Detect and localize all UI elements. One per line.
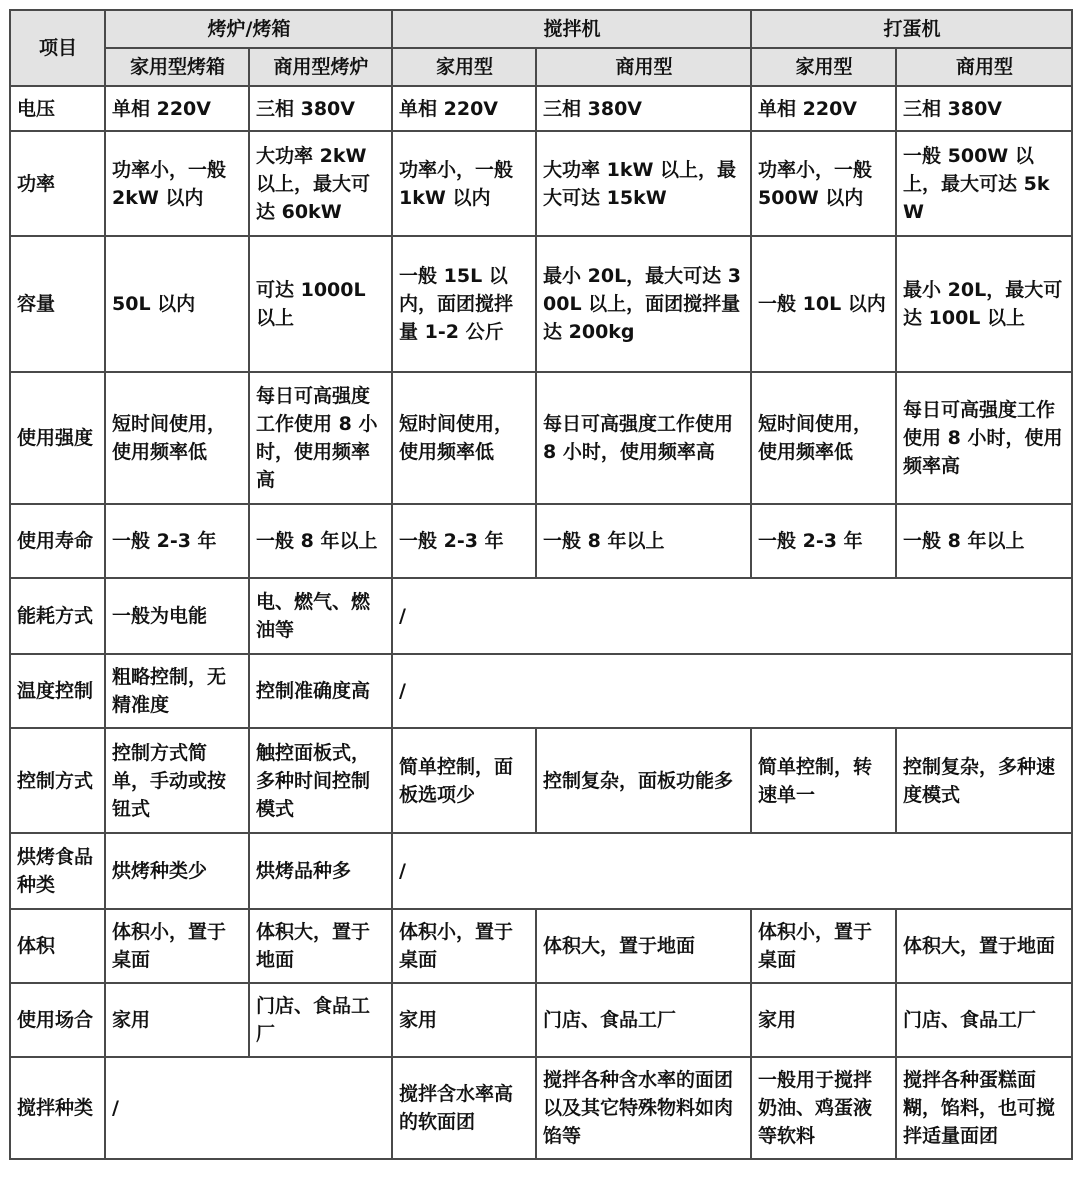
- header-sub-5: 家用型: [751, 48, 896, 86]
- table-cell: 控制准确度高: [249, 654, 392, 728]
- not-applicable-cell: /: [392, 654, 1072, 728]
- table-row: [10, 833, 1072, 909]
- table-cell: 一般 2-3 年: [105, 504, 249, 578]
- table-cell: 三相 380V: [536, 86, 751, 131]
- header-group-mixer: 搅拌机: [392, 10, 751, 48]
- table-cell: 一般 10L 以内: [751, 236, 896, 372]
- table-cell: 短时间使用，使用频率低: [392, 372, 536, 504]
- table-cell: 短时间使用，使用频率低: [751, 372, 896, 504]
- table-cell: 50L 以内: [105, 236, 249, 372]
- table-cell: 每日可高强度工作使用 8 小时，使用频率高: [896, 372, 1072, 504]
- table-cell: 一般 2-3 年: [392, 504, 536, 578]
- table-cell: 家用: [105, 983, 249, 1057]
- row-label: 烘烤食品种类: [10, 833, 105, 909]
- table-cell: 门店、食品工厂: [896, 983, 1072, 1057]
- table-cell: 简单控制，面板选项少: [392, 728, 536, 833]
- table-cell: 触控面板式，多种时间控制模式: [249, 728, 392, 833]
- table-cell: 每日可高强度工作使用 8 小时，使用频率高: [249, 372, 392, 504]
- table-row: [10, 86, 1072, 131]
- table-cell: 搅拌各种蛋糕面糊，馅料，也可搅拌适量面团: [896, 1057, 1072, 1159]
- table-cell: 体积小，置于桌面: [751, 909, 896, 983]
- table-row: [10, 654, 1072, 728]
- table-cell: 功率小，一般 2kW 以内: [105, 131, 249, 236]
- table-row: [10, 131, 1072, 236]
- comparison-table: [9, 9, 1073, 1160]
- header-group-oven: 烤炉/烤箱: [105, 10, 392, 48]
- table-cell: 搅拌各种含水率的面团以及其它特殊物料如肉馅等: [536, 1057, 751, 1159]
- table-cell: 功率小，一般 1kW 以内: [392, 131, 536, 236]
- table-cell: 大功率 2kW 以上，最大可达 60kW: [249, 131, 392, 236]
- not-applicable-cell: /: [392, 833, 1072, 909]
- table-cell: 一般 8 年以上: [536, 504, 751, 578]
- header-sub-1: 家用型烤箱: [105, 48, 249, 86]
- not-applicable-cell: /: [392, 578, 1072, 654]
- row-label: 控制方式: [10, 728, 105, 833]
- table-cell: 粗略控制，无精准度: [105, 654, 249, 728]
- table-cell: 门店、食品工厂: [249, 983, 392, 1057]
- table-cell: 一般为电能: [105, 578, 249, 654]
- table-cell: 单相 220V: [751, 86, 896, 131]
- row-label: 电压: [10, 86, 105, 131]
- table-cell: 功率小，一般 500W 以内: [751, 131, 896, 236]
- table-row: [10, 578, 1072, 654]
- table-cell: 最小 20L，最大可达 100L 以上: [896, 236, 1072, 372]
- row-label: 体积: [10, 909, 105, 983]
- table-cell: 体积大，置于地面: [896, 909, 1072, 983]
- row-label: 温度控制: [10, 654, 105, 728]
- table-cell: 大功率 1kW 以上，最大可达 15kW: [536, 131, 751, 236]
- table-cell: 门店、食品工厂: [536, 983, 751, 1057]
- table-row: [10, 983, 1072, 1057]
- table-cell: 烘烤种类少: [105, 833, 249, 909]
- table-cell: 一般用于搅拌奶油、鸡蛋液等软料: [751, 1057, 896, 1159]
- table-cell: 一般 2-3 年: [751, 504, 896, 578]
- header-sub-6: 商用型: [896, 48, 1072, 86]
- row-label: 使用寿命: [10, 504, 105, 578]
- row-label: 能耗方式: [10, 578, 105, 654]
- table-cell: 可达 1000L 以上: [249, 236, 392, 372]
- table-cell: 三相 380V: [249, 86, 392, 131]
- table-row: [10, 236, 1072, 372]
- table-cell: 体积大，置于地面: [249, 909, 392, 983]
- row-label: 使用场合: [10, 983, 105, 1057]
- row-label: 功率: [10, 131, 105, 236]
- row-label: 容量: [10, 236, 105, 372]
- table-cell: 体积小，置于桌面: [105, 909, 249, 983]
- table-cell: 控制复杂，面板功能多: [536, 728, 751, 833]
- header-sub-3: 家用型: [392, 48, 536, 86]
- table-cell: 体积大，置于地面: [536, 909, 751, 983]
- table-cell: 烘烤品种多: [249, 833, 392, 909]
- table-cell: 控制方式简单，手动或按钮式: [105, 728, 249, 833]
- row-label: 搅拌种类: [10, 1057, 105, 1159]
- table-cell: 一般 500W 以上，最大可达 5kW: [896, 131, 1072, 236]
- table-cell: 一般 8 年以上: [896, 504, 1072, 578]
- table-cell: 控制复杂，多种速度模式: [896, 728, 1072, 833]
- table-cell: 搅拌含水率高的软面团: [392, 1057, 536, 1159]
- table-cell: 家用: [751, 983, 896, 1057]
- row-label: 使用强度: [10, 372, 105, 504]
- header-sub-2: 商用型烤炉: [249, 48, 392, 86]
- header-item: 项目: [10, 10, 105, 86]
- table-cell: 单相 220V: [105, 86, 249, 131]
- not-applicable-cell: /: [105, 1057, 392, 1159]
- table-cell: 三相 380V: [896, 86, 1072, 131]
- table-cell: 每日可高强度工作使用 8 小时，使用频率高: [536, 372, 751, 504]
- table-cell: 体积小，置于桌面: [392, 909, 536, 983]
- table-cell: 单相 220V: [392, 86, 536, 131]
- header-group-whisk: 打蛋机: [751, 10, 1072, 48]
- header-sub-4: 商用型: [536, 48, 751, 86]
- table-row: [10, 728, 1072, 833]
- table-row: [10, 909, 1072, 983]
- table-row: [10, 372, 1072, 504]
- table-cell: 一般 8 年以上: [249, 504, 392, 578]
- table-cell: 短时间使用，使用频率低: [105, 372, 249, 504]
- table-row: [10, 1057, 1072, 1159]
- table-cell: 一般 15L 以内，面团搅拌量 1-2 公斤: [392, 236, 536, 372]
- table-cell: 最小 20L，最大可达 300L 以上，面团搅拌量达 200kg: [536, 236, 751, 372]
- table-cell: 家用: [392, 983, 536, 1057]
- table-cell: 简单控制，转速单一: [751, 728, 896, 833]
- table-cell: 电、燃气、燃油等: [249, 578, 392, 654]
- table-row: [10, 504, 1072, 578]
